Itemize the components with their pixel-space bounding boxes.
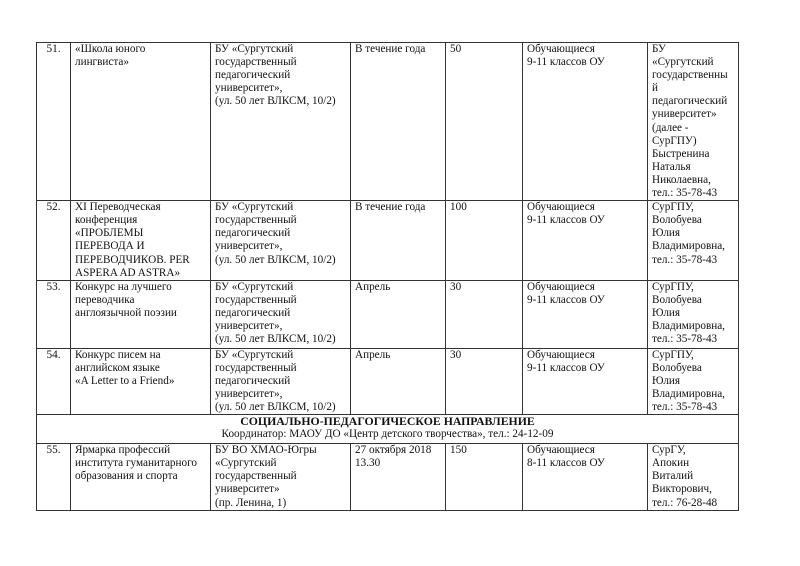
cell-line: ПЕРЕВОДЧИКОВ. PER — [75, 253, 190, 266]
cell-line: (ул. 50 лет ВЛКСМ, 10/2) — [215, 95, 336, 108]
cell-line: государственный — [215, 293, 297, 306]
cell-line: Обучающиеся — [527, 444, 595, 457]
cell-line: 9-11 классов ОУ — [527, 361, 605, 374]
cell-line: Конкурс на лучшего — [75, 280, 172, 293]
cell-responsible — [648, 280, 739, 348]
cell-line: тел.: 76-28-48 — [652, 496, 718, 509]
cell-line: СурГУ, — [652, 444, 686, 457]
cell-line: государственны — [652, 69, 728, 82]
cell-line: тел.: 35-78-43 — [652, 253, 718, 266]
row-number: 55. — [37, 444, 71, 510]
cell-line: 13.30 — [355, 457, 381, 470]
cell-line: 27 октября 2018 — [355, 444, 432, 457]
cell-date — [351, 201, 446, 281]
cell-line: образования и спорта — [75, 470, 178, 483]
cell-line: Владимировна, — [652, 387, 725, 400]
cell-line: Юлия — [652, 306, 681, 319]
cell-line: БУ ВО ХМАО-Югры — [215, 444, 317, 457]
cell-line: государственный — [215, 361, 297, 374]
section-header — [37, 415, 739, 444]
cell-line: Быстренина — [652, 147, 710, 160]
cell-responsible — [648, 348, 739, 414]
cell-line: ПЕРЕВОДА И — [75, 240, 145, 253]
cell-line: Ярмарка профессий — [75, 444, 171, 457]
row-number: 51. — [37, 43, 71, 201]
cell-line: БУ «Сургутский — [215, 201, 294, 214]
cell-date — [351, 348, 446, 414]
cell-audience — [523, 348, 648, 414]
section-coordinator: Координатор: МАОУ ДО «Центр детского творчества», тел.: 24-12-09 — [221, 428, 554, 441]
cell-line: педагогический — [215, 374, 291, 387]
cell-date — [351, 280, 446, 348]
table-row — [37, 348, 739, 414]
cell-venue — [211, 348, 351, 414]
table-row — [37, 43, 739, 201]
cell-count: 100 — [446, 201, 523, 281]
cell-line: 8-11 классов ОУ — [527, 457, 605, 470]
cell-venue — [211, 444, 351, 510]
cell-line: Конкурс писем на — [75, 348, 161, 361]
cell-line: й — [652, 82, 658, 95]
cell-audience — [523, 201, 648, 281]
cell-line: (ул. 50 лет ВЛКСМ, 10/2) — [215, 401, 336, 414]
cell-line: Обучающиеся — [527, 43, 595, 55]
cell-line: тел.: 35-78-43 — [652, 187, 718, 200]
cell-venue — [211, 43, 351, 201]
table-row — [37, 201, 739, 281]
cell-line: Апокин — [652, 457, 690, 470]
cell-line: 9-11 классов ОУ — [527, 214, 605, 227]
cell-venue — [211, 280, 351, 348]
cell-line: (далее - — [652, 121, 689, 134]
cell-line: СурГПУ, — [652, 280, 694, 293]
cell-line: Юлия — [652, 374, 681, 387]
cell-line: переводчика — [75, 293, 135, 306]
cell-line: БУ «Сургутский — [215, 280, 294, 293]
cell-name — [71, 280, 211, 348]
cell-line: ASPERA AD ASTRA» — [75, 266, 181, 279]
cell-line: Викторович, — [652, 483, 712, 496]
cell-line: Волобуева — [652, 293, 702, 306]
cell-line: «ПРОБЛЕМЫ — [75, 227, 144, 240]
cell-line: англоязычной поэзии — [75, 306, 177, 319]
cell-line: БУ — [652, 43, 666, 55]
cell-line: Николаевна, — [652, 173, 711, 186]
cell-date — [351, 43, 446, 201]
cell-line: Наталья — [652, 160, 691, 173]
cell-line: университет» — [215, 483, 280, 496]
cell-responsible — [648, 43, 739, 201]
cell-line: Апрель — [355, 348, 391, 361]
cell-name — [71, 201, 211, 281]
cell-line: государственный — [215, 470, 297, 483]
cell-count: 150 — [446, 444, 523, 510]
row-number: 53. — [37, 280, 71, 348]
cell-line: В течение года — [355, 43, 426, 55]
cell-line: Обучающиеся — [527, 348, 595, 361]
cell-line: «A Letter to a Friend» — [75, 374, 175, 387]
cell-line: (пр. Ленина, 1) — [215, 496, 287, 509]
cell-line: СурГПУ, — [652, 201, 694, 214]
cell-line: института гуманитарного — [75, 457, 197, 470]
cell-line: педагогический — [215, 227, 291, 240]
cell-line: государственный — [215, 56, 297, 69]
cell-line: Апрель — [355, 280, 391, 293]
cell-name — [71, 444, 211, 510]
cell-date — [351, 444, 446, 510]
cell-responsible — [648, 201, 739, 281]
table-row — [37, 280, 739, 348]
cell-line: Обучающиеся — [527, 201, 595, 214]
cell-line: (ул. 50 лет ВЛКСМ, 10/2) — [215, 333, 336, 346]
cell-line: СурГПУ) — [652, 134, 697, 147]
cell-count: 50 — [446, 43, 523, 201]
cell-line: педагогический — [215, 69, 291, 82]
cell-line: Волобуева — [652, 214, 702, 227]
cell-line: лингвиста» — [75, 56, 129, 69]
row-number: 52. — [37, 201, 71, 281]
cell-line: Волобуева — [652, 361, 702, 374]
section-header-row — [37, 415, 739, 444]
cell-line: «Сургутский — [652, 56, 714, 69]
cell-responsible — [648, 444, 739, 510]
cell-line: «Сургутский — [215, 457, 277, 470]
cell-name — [71, 348, 211, 414]
cell-count: 30 — [446, 348, 523, 414]
cell-line: 9-11 классов ОУ — [527, 56, 605, 69]
cell-line: конференция — [75, 214, 138, 227]
cell-line: университет», — [215, 240, 283, 253]
cell-line: университет», — [215, 319, 283, 332]
cell-line: В течение года — [355, 201, 426, 214]
cell-line: «Школа юного — [75, 43, 146, 55]
cell-line: английском языке — [75, 361, 160, 374]
cell-audience — [523, 280, 648, 348]
cell-line: СурГПУ, — [652, 348, 694, 361]
cell-line: университет» — [652, 108, 717, 121]
cell-line: (ул. 50 лет ВЛКСМ, 10/2) — [215, 253, 336, 266]
section-title: СОЦИАЛЬНО-ПЕДАГОГИЧЕСКОЕ НАПРАВЛЕНИЕ — [240, 414, 535, 429]
cell-line: тел.: 35-78-43 — [652, 401, 718, 414]
cell-venue — [211, 201, 351, 281]
cell-line: Владимировна, — [652, 319, 725, 332]
table-row — [37, 444, 739, 510]
cell-audience — [523, 444, 648, 510]
cell-line: БУ «Сургутский — [215, 43, 294, 55]
cell-count: 30 — [446, 280, 523, 348]
cell-line: Обучающиеся — [527, 280, 595, 293]
cell-line: Владимировна, — [652, 240, 725, 253]
cell-line: XI Переводческая — [75, 201, 161, 214]
row-number: 54. — [37, 348, 71, 414]
cell-line: педагогический — [652, 95, 728, 108]
cell-name — [71, 43, 211, 201]
cell-line: 9-11 классов ОУ — [527, 293, 605, 306]
cell-line: тел.: 35-78-43 — [652, 333, 718, 346]
cell-line: государственный — [215, 214, 297, 227]
events-table — [36, 42, 739, 511]
cell-line: БУ «Сургутский — [215, 348, 294, 361]
cell-line: университет», — [215, 387, 283, 400]
cell-line: педагогический — [215, 306, 291, 319]
cell-line: университет», — [215, 82, 283, 95]
cell-audience — [523, 43, 648, 201]
cell-line: Юлия — [652, 227, 681, 240]
cell-line: Виталий — [652, 470, 694, 483]
